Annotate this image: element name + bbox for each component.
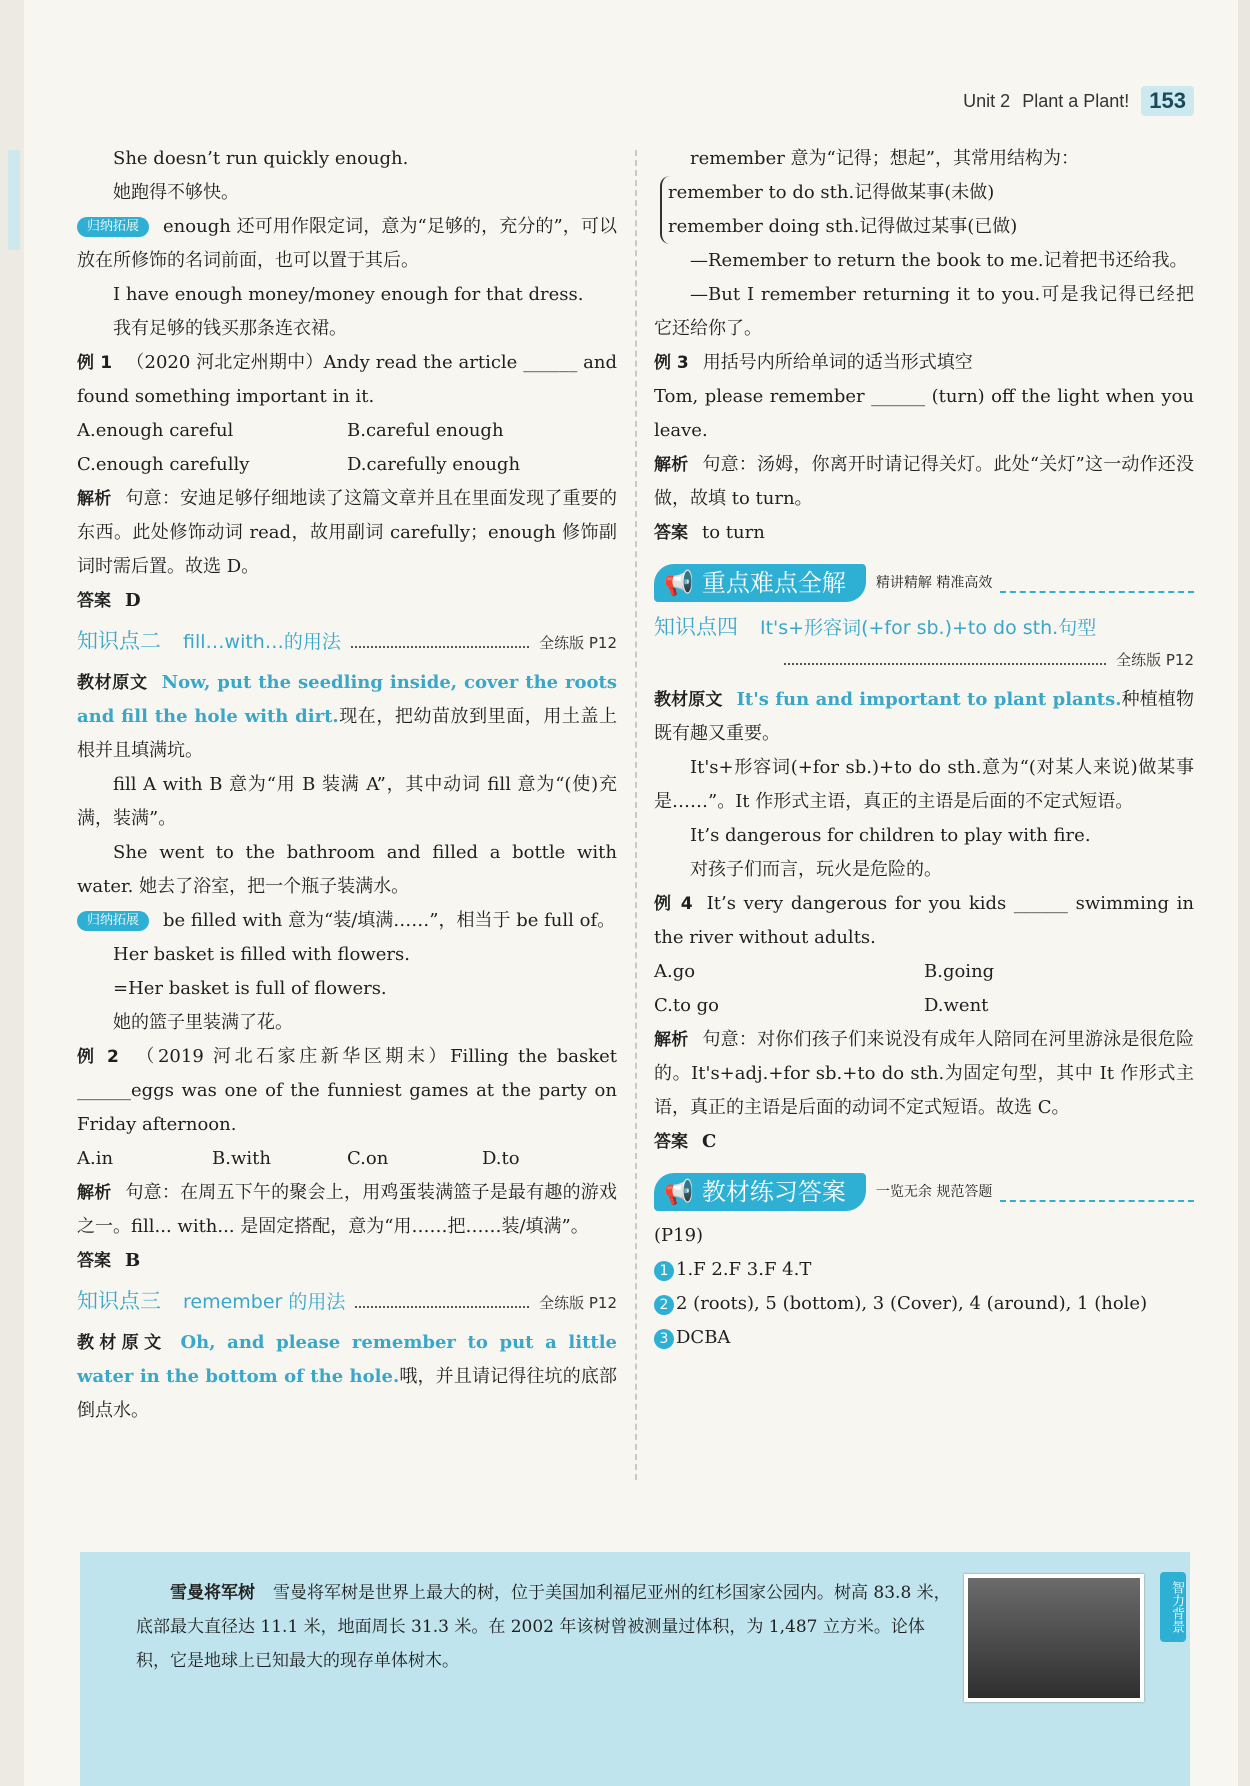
page-gutter [0, 0, 24, 1786]
right-column [654, 142, 1194, 1355]
kp-reference: 全练版 P12 [539, 1294, 617, 1312]
knowledge-point-2-header [77, 624, 617, 660]
analysis [77, 1176, 617, 1244]
leader-dots [351, 646, 529, 648]
expand-text: be filled with 意为“装/填满……”，相当于 be full of。 [163, 910, 616, 931]
tree-photo [964, 1574, 1144, 1702]
example-text: （2020 河北定州期中）Andy read the article ______ and found something important in it. [77, 352, 617, 407]
section-banner [654, 1173, 1194, 1211]
example-translation: 我有足够的钱买那条连衣裙。 [113, 318, 347, 339]
knowledge-point-3-header [77, 1284, 617, 1320]
expand-tag: 归纳拓展 [77, 217, 149, 237]
answer-text: DCBA [676, 1327, 731, 1348]
structure-item: remember doing sth.记得做过某事(已做) [668, 216, 1018, 237]
unit-title: Plant a Plant! [1022, 90, 1130, 111]
textbook-quote [77, 1326, 617, 1428]
kp-reference: 全练版 P12 [539, 634, 617, 652]
background-info-box [80, 1552, 1190, 1786]
option: B.careful enough [347, 420, 504, 441]
megaphone-icon: 📢 [664, 1178, 694, 1206]
option: B.going [924, 961, 995, 982]
answer-value: D [125, 590, 141, 611]
dialogue-line: —Remember to return the book to me.记着把书还给我。 [690, 250, 1188, 271]
analysis-text: 句意：安迪足够仔细地读了这篇文章并且在里面发现了重要的东西。此处修饰动词 read，故用副词 carefully；enough 修饰副词时需后置。故选 D。 [77, 488, 618, 577]
kp-title: It's+形容词(+for sb.)+to do sth.句型 [760, 617, 1097, 639]
example-2 [77, 1040, 617, 1142]
example-sentence: I have enough money/money enough for that dress. [113, 284, 584, 305]
kp-number: 知识点四 [654, 615, 738, 639]
running-head [963, 86, 1194, 116]
answer-value: B [125, 1250, 141, 1271]
answer-line-1 [654, 1253, 1194, 1287]
analysis-text: 句意：对你们孩子们来说没有成年人陪同在河里游泳是很危险的。It's+adj.+for sb.+to do sth.为固定句型，其中 It 作形式主语，真正的主语是后面的动词不定式短语。故选 C。 [654, 1029, 1195, 1118]
banner-title [654, 1173, 866, 1211]
example-sentence: =Her basket is full of flowers. [113, 978, 387, 999]
textbook-quote [77, 666, 617, 768]
explanation: It's+形容词(+for sb.)+to do sth.意为“(对某人来说)做某事是……”。It 作形式主语，真正的主语是后面的不定式短语。 [654, 757, 1194, 812]
example-label: 例 4 [654, 894, 693, 914]
answer-label: 答案 [654, 1132, 688, 1152]
expand-note [77, 210, 617, 278]
number-badge: 1 [654, 1261, 674, 1281]
example-2-options [77, 1142, 617, 1176]
kp-reference: 全练版 P12 [1116, 651, 1194, 669]
analysis [654, 1023, 1194, 1125]
example-sentence: She went to the bathroom and filled a bottle with water. 她去了浴室，把一个瓶子装满水。 [77, 842, 617, 897]
info-text [136, 1576, 956, 1678]
banner-line [1000, 591, 1194, 593]
option: A.in [77, 1148, 114, 1169]
number-badge: 3 [654, 1329, 674, 1349]
textbook-quote [654, 683, 1194, 751]
page-number: 153 [1141, 86, 1194, 116]
example-sentence: Her basket is filled with flowers. [113, 944, 410, 965]
example-translation: 她的篮子里装满了花。 [113, 1012, 293, 1033]
example-sentence: She doesn’t run quickly enough. [113, 148, 409, 169]
gutter-mark [8, 150, 20, 250]
info-tab: 智力背景 [1160, 1572, 1186, 1642]
dialogue-line: —But I remember returning it to you.可是我记得已经把它还给你了。 [654, 284, 1194, 339]
option: C.enough carefully [77, 454, 250, 475]
answer [77, 584, 617, 618]
answer-label: 答案 [77, 591, 111, 611]
quote-label: 教材原文 [77, 1333, 167, 1353]
banner-subtitle: 精讲精解 精准高效 [875, 575, 993, 591]
example-4 [654, 887, 1194, 955]
kp-reference-line [654, 643, 1194, 677]
option: D.carefully enough [347, 454, 521, 475]
quote-label: 教材原文 [654, 690, 723, 710]
analysis-label: 解析 [77, 489, 112, 509]
analysis-label: 解析 [77, 1183, 112, 1203]
banner-subtitle: 一览无余 规范答题 [875, 1184, 993, 1200]
structure-item: remember to do sth.记得做某事(未做) [668, 182, 995, 203]
option: D.went [924, 995, 989, 1016]
number-badge: 2 [654, 1295, 674, 1315]
answer-value: to turn [702, 522, 765, 543]
answer [77, 1244, 617, 1278]
explanation: fill A with B 意为“用 B 装满 A”，其中动词 fill 意为“(使)充满，装满”。 [77, 774, 617, 829]
analysis-text: 句意：汤姆，你离开时请记得关灯。此处“关灯”这一动作还没做，故填 to turn。 [654, 454, 1195, 509]
option: A.enough careful [77, 420, 234, 441]
page-edge [1238, 0, 1250, 1786]
answer-label: 答案 [77, 1251, 111, 1271]
answer-value: C [702, 1131, 717, 1152]
example-text: It’s very dangerous for you kids ______ swimming in the river without adults. [654, 893, 1195, 948]
option: C.on [347, 1148, 389, 1169]
answer [654, 516, 1194, 550]
structure-brace [660, 176, 1194, 244]
option: B.with [212, 1148, 271, 1169]
answer-line-2 [654, 1287, 1194, 1321]
kp-number: 知识点三 [77, 1289, 161, 1313]
example-translation: 对孩子们而言，玩火是危险的。 [690, 859, 942, 880]
analysis [77, 482, 617, 584]
analysis-label: 解析 [654, 455, 689, 475]
kp-title: fill…with…的用法 [183, 631, 341, 653]
quote-label: 教材原文 [77, 673, 148, 693]
expand-note [77, 904, 617, 938]
example-translation: 她跑得不够快。 [113, 182, 239, 203]
expand-text: enough 还可用作限定词，意为“足够的，充分的”，可以放在所修饰的名词前面，也可以置于其后。 [77, 216, 617, 271]
left-column [77, 142, 617, 1428]
quote-translation: 现在，把幼苗放到里面，用土盖上根并且填满坑。 [77, 706, 618, 761]
banner-title-text: 教材练习答案 [701, 1178, 846, 1206]
example-1 [77, 346, 617, 414]
banner-line [1000, 1200, 1194, 1202]
explanation: remember 意为“记得；想起”，其常用结构为： [690, 148, 1079, 169]
quote-english: Now, put the seedling inside, cover the roots and fill the hole with dirt. [77, 672, 617, 727]
example-label: 例 1 [77, 353, 113, 373]
leader-dots [355, 1306, 529, 1308]
info-title: 雪曼将军树 [170, 1583, 255, 1603]
analysis [654, 448, 1194, 516]
knowledge-point-4-header [654, 610, 1194, 645]
quote-translation: 哦，并且请记得往坑的底部倒点水。 [77, 1366, 618, 1421]
example-label: 例 3 [654, 353, 689, 373]
column-divider [635, 150, 637, 1480]
banner-title-text: 重点难点全解 [701, 569, 846, 597]
quote-english: It's fun and important to plant plants. [736, 689, 1122, 710]
option: D.to [482, 1148, 520, 1169]
banner-title [654, 564, 866, 602]
option: C.to go [654, 995, 720, 1016]
expand-tag: 归纳拓展 [77, 911, 149, 931]
answer-text: 1.F 2.F 3.F 4.T [676, 1259, 812, 1280]
unit-label: Unit 2 [963, 90, 1011, 111]
example-sentence: It’s dangerous for children to play with fire. [690, 825, 1091, 846]
answer [654, 1125, 1194, 1159]
analysis-label: 解析 [654, 1030, 689, 1050]
answer-label: 答案 [654, 523, 688, 543]
kp-number: 知识点二 [77, 629, 161, 653]
answer-page-ref: (P19) [654, 1225, 704, 1246]
example-text: （2019 河北石家庄新华区期末）Filling the basket ______eggs was one of the funniest games at the party on Friday afternoon. [77, 1046, 618, 1135]
example-4-options [654, 955, 1194, 1023]
analysis-text: 句意：在周五下午的聚会上，用鸡蛋装满篮子是最有趣的游戏之一。fill... with... 是固定搭配，意为“用……把……装/填满”。 [77, 1182, 618, 1237]
example-instruction: 用括号内所给单词的适当形式填空 [702, 352, 973, 373]
example-label: 例 2 [77, 1047, 119, 1067]
answer-line-3 [654, 1321, 1194, 1355]
example-text: Tom, please remember ______ (turn) off the light when you leave. [654, 386, 1194, 441]
kp-title: remember 的用法 [183, 1291, 346, 1313]
example-3 [654, 346, 1194, 380]
option: A.go [654, 961, 696, 982]
answer-text: 2 (roots), 5 (bottom), 3 (Cover), 4 (around), 1 (hole) [676, 1293, 1148, 1314]
quote-english: Oh, and please remember to put a little water in the bottom of the hole. [77, 1332, 617, 1387]
leader-dots [784, 663, 1106, 665]
section-banner [654, 564, 1194, 602]
example-1-options [77, 414, 617, 482]
quote-translation: 种植植物既有趣又重要。 [654, 689, 1195, 744]
megaphone-icon: 📢 [664, 569, 694, 597]
info-body: 雪曼将军树是世界上最大的树，位于美国加利福尼亚州的红杉国家公园内。树高 83.8 米，底部最大直径达 11.1 米，地面周长 31.3 米。在 2002 年该树曾被测量过体积，为 1,487 立方米。论体积，它是地球上已知最大的现存单体树木。 [136, 1583, 951, 1671]
